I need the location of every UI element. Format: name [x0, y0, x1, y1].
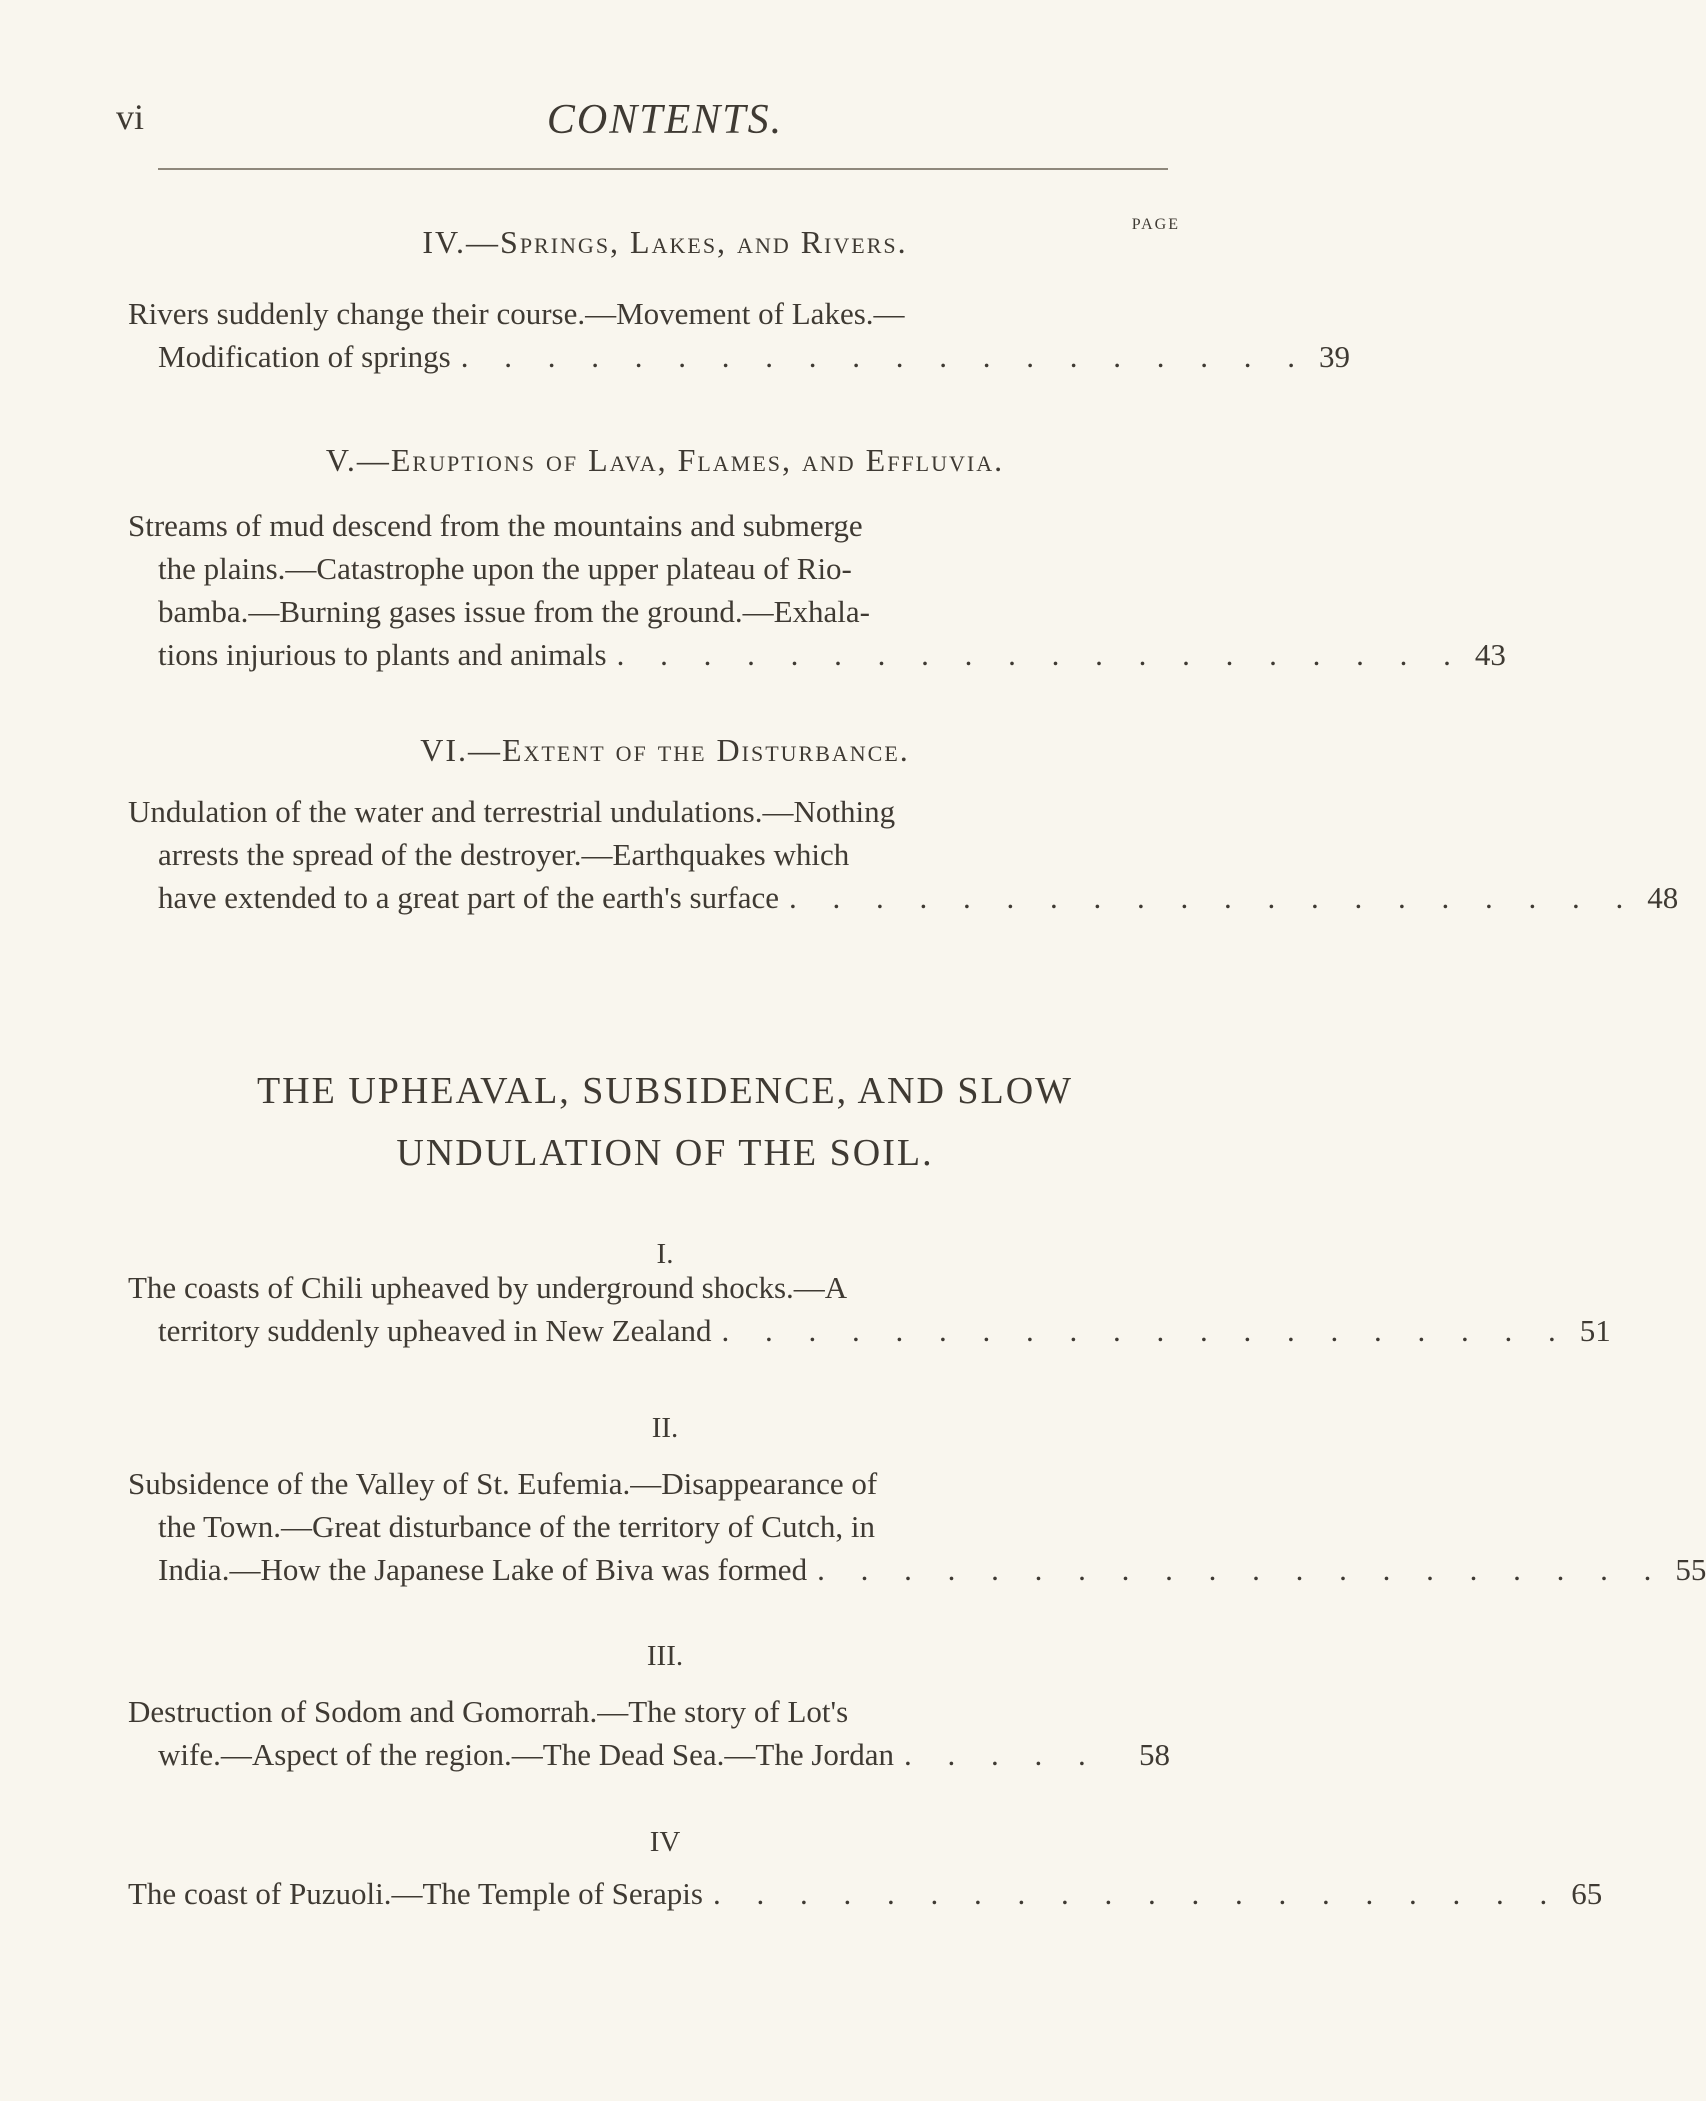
- entry-line: Modification of springs: [158, 339, 451, 374]
- chapter-numeral: I.: [656, 1238, 674, 1270]
- page-number: 48: [1647, 880, 1679, 915]
- page-number: 43: [1474, 637, 1506, 672]
- entry-line: bamba.—Burning gases issue from the ground.—Exhala-: [158, 594, 870, 629]
- entry-line: the plains.—Catastrophe upon the upper plateau of Rio-: [158, 551, 852, 586]
- entry-line: Destruction of Sodom and Gomorrah.—The story of Lot's: [128, 1694, 849, 1729]
- section-title: Eruptions of Lava, Flames, and Effluvia.: [390, 442, 1005, 478]
- toc-entry[interactable]: [128, 292, 1350, 378]
- entry-last-line: [128, 876, 1679, 919]
- dot-leader: . . . . .: [904, 1737, 1100, 1772]
- entry-line: The coasts of Chili upheaved by underground shocks.—A: [128, 1270, 848, 1305]
- section-number: VI.—: [420, 732, 502, 768]
- dot-leader: . . . . . . . . . . . . . . . . . . . .: [788, 880, 1638, 915]
- page-title: CONTENTS.: [546, 97, 784, 143]
- part-title-line: UNDULATION OF THE SOIL.: [396, 1132, 934, 1174]
- page-folio: vi: [116, 97, 145, 137]
- dot-leader: . . . . . . . . . . . . . . . . . . . .: [712, 1876, 1562, 1911]
- toc-entry[interactable]: [128, 1690, 1170, 1776]
- dot-leader: . . . . . . . . . . . . . . . . . . . .: [721, 1313, 1570, 1348]
- entry-last-line: [128, 1733, 1170, 1776]
- entry-line: Rivers suddenly change their course.—Movement of Lakes.—: [128, 296, 905, 331]
- entry-line: tions injurious to plants and animals: [158, 637, 607, 672]
- entry-last-line: [128, 1548, 1706, 1591]
- entry-last-line: [128, 1309, 1611, 1352]
- section-number: V.—: [325, 442, 391, 478]
- page-number: 58: [1139, 1737, 1170, 1772]
- toc-entry[interactable]: [128, 1462, 1706, 1591]
- part-title-line: THE UPHEAVAL, SUBSIDENCE, AND SLOW: [256, 1070, 1074, 1112]
- chapter-numeral: II.: [651, 1412, 679, 1444]
- entry-line: have extended to a great part of the earth's surface: [158, 880, 779, 915]
- dot-leader: . . . . . . . . . . . . . . . . . . . .: [817, 1552, 1666, 1587]
- toc-entry[interactable]: [128, 790, 1679, 919]
- page-number: 39: [1319, 339, 1350, 374]
- page-number: 65: [1571, 1876, 1603, 1911]
- entry-line: Streams of mud descend from the mountains and submerge: [128, 508, 863, 543]
- entry-line: wife.—Aspect of the region.—The Dead Sea.—The Jordan: [158, 1737, 895, 1772]
- entry-line: India.—How the Japanese Lake of Biva was formed: [158, 1552, 808, 1587]
- section-heading-vi: [0, 732, 1330, 769]
- header-rule: [158, 168, 1168, 170]
- page-number: 51: [1579, 1313, 1611, 1348]
- toc-entry[interactable]: [128, 1266, 1611, 1352]
- entry-last-line: [128, 335, 1350, 378]
- part-title: [0, 1060, 1330, 1184]
- entry-last-line: [128, 633, 1506, 676]
- section-title: Extent of the Disturbance.: [502, 732, 910, 768]
- chapter-numeral: IV: [649, 1826, 681, 1858]
- entry-line: Undulation of the water and terrestrial undulations.—Nothing: [128, 794, 896, 829]
- running-head: [0, 96, 1330, 146]
- section-heading-iv: [0, 224, 1330, 261]
- entry-line: Subsidence of the Valley of St. Eufemia.—Disappearance of: [128, 1466, 878, 1501]
- section-number: IV.—: [422, 224, 501, 260]
- section-title: Springs, Lakes, and Rivers.: [500, 224, 908, 260]
- section-heading-v: [0, 442, 1330, 479]
- entry-line: The coast of Puzuoli.—The Temple of Serapis: [128, 1876, 703, 1911]
- toc-entry[interactable]: [128, 504, 1506, 676]
- entry-line: the Town.—Great disturbance of the territory of Cutch, in: [158, 1509, 875, 1544]
- page-number: 55: [1675, 1552, 1706, 1587]
- entry-last-line: [128, 1872, 1603, 1915]
- entry-line: territory suddenly upheaved in New Zealand: [158, 1313, 712, 1348]
- dot-leader: . . . . . . . . . . . . . . . . . . . .: [460, 339, 1309, 374]
- page-column-label: PAGE: [1131, 216, 1180, 233]
- dot-leader: . . . . . . . . . . . . . . . . . . . .: [616, 637, 1465, 672]
- entry-line: arrests the spread of the destroyer.—Earthquakes which: [158, 837, 850, 872]
- toc-entry[interactable]: [128, 1872, 1603, 1915]
- chapter-numeral: III.: [646, 1640, 684, 1672]
